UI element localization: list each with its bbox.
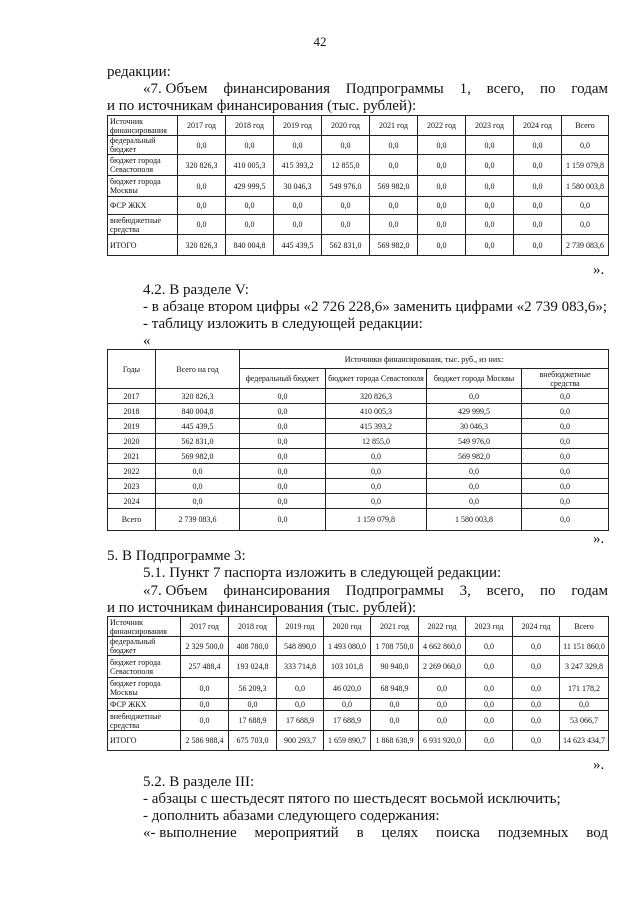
- table-cell: 1 659 890,7: [324, 731, 371, 751]
- table-cell: 0,0: [466, 155, 514, 176]
- table-cell: 0,0: [418, 176, 466, 197]
- section-4-2-bullet: - в абзаце втором цифры «2 726 228,6» заменить цифрами «2 739 083,6»;: [143, 299, 608, 315]
- table-cell: 0,0: [322, 136, 370, 155]
- section-4-2-bullet: - таблицу изложить в следующей редакции:: [143, 316, 423, 332]
- table-cell: 445 439,5: [274, 235, 322, 256]
- row-label: бюджет города Севастополя: [108, 155, 178, 176]
- table-row: [108, 449, 609, 464]
- row-year: 2024: [108, 494, 156, 509]
- table-cell: 0,0: [513, 731, 560, 751]
- table-cell: 0,0: [562, 197, 609, 215]
- row-label: бюджет города Севастополя: [108, 656, 181, 678]
- table-cell: 0,0: [419, 711, 466, 731]
- table-cell: 0,0: [156, 494, 240, 509]
- table-cell: 0,0: [513, 637, 560, 656]
- subprogram3-heading-line2: и по источникам финансирования (тыс. рублей):: [107, 600, 417, 616]
- quote-close: ».: [593, 531, 605, 547]
- col-header: 2017 год: [178, 116, 226, 136]
- table-cell: 0,0: [274, 215, 322, 235]
- table-cell: 408 780,0: [229, 637, 277, 656]
- col-header: 2023 год: [466, 116, 514, 136]
- table-cell: 0,0: [181, 699, 229, 711]
- heading-word: финансирования: [223, 81, 330, 97]
- col-header: 2020 год: [324, 617, 371, 637]
- table-cell: 0,0: [427, 494, 522, 509]
- col-header: Всего: [562, 116, 609, 136]
- table-cell: 1 580 003,8: [427, 509, 522, 531]
- table-row: [108, 637, 609, 656]
- table-cell: 0,0: [418, 197, 466, 215]
- table-row: [108, 419, 609, 434]
- table-cell: 17 688,9: [277, 711, 324, 731]
- table-cell: 562 831,0: [156, 434, 240, 449]
- table-cell: 0,0: [274, 136, 322, 155]
- table-cell: 11 151 860,0: [560, 637, 609, 656]
- heading-word: Подпрограммы: [345, 583, 444, 599]
- table-cell: 0,0: [418, 136, 466, 155]
- table-row: [108, 136, 609, 155]
- table-cell: 569 982,0: [156, 449, 240, 464]
- table-cell: 0,0: [370, 136, 418, 155]
- col-header-total: Всего на год: [156, 350, 240, 389]
- table-cell: 6 931 920,0: [419, 731, 466, 751]
- table-cell: 0,0: [181, 678, 229, 699]
- col-header: 2017 год: [181, 617, 229, 637]
- table-cell: 569 982,0: [370, 235, 418, 256]
- col-header: 2019 год: [274, 116, 322, 136]
- row-label: ИТОГО: [108, 731, 181, 751]
- table-cell: 0,0: [226, 197, 274, 215]
- col-header: 2018 год: [229, 617, 277, 637]
- col-header: 2021 год: [371, 617, 419, 637]
- table-cell: 900 293,7: [277, 731, 324, 751]
- heading-word: всего,: [486, 81, 525, 97]
- table-cell: 0,0: [427, 464, 522, 479]
- table-cell: 0,0: [419, 678, 466, 699]
- table-cell: 0,0: [322, 215, 370, 235]
- heading-word: по: [540, 81, 556, 97]
- section-5-title: 5. В Подпрограмме 3:: [107, 548, 246, 564]
- table-row: [108, 434, 609, 449]
- table-cell: 0,0: [466, 656, 513, 678]
- table-cell: 0,0: [522, 494, 609, 509]
- table-cell: 0,0: [419, 699, 466, 711]
- text-word: целях: [381, 825, 419, 841]
- table-row: [108, 235, 609, 256]
- table-cell: 0,0: [427, 479, 522, 494]
- section-4-2-title: 4.2. В разделе V:: [143, 282, 249, 298]
- table-row: [108, 678, 609, 699]
- table-cell: 0,0: [240, 479, 326, 494]
- section-5-2-title: 5.2. В разделе III:: [143, 774, 255, 790]
- table-cell: 0,0: [156, 464, 240, 479]
- table-cell: 0,0: [226, 215, 274, 235]
- table-cell: 0,0: [522, 479, 609, 494]
- table-cell: 1 868 638,9: [371, 731, 419, 751]
- page-number: 42: [313, 34, 327, 49]
- table-cell: 0,0: [522, 419, 609, 434]
- table-row: [108, 509, 609, 531]
- table-row: [108, 731, 609, 751]
- table-cell: 562 831,0: [322, 235, 370, 256]
- heading-word: Подпрограммы: [345, 81, 444, 97]
- heading-word: «7. Объем: [143, 583, 208, 599]
- table-cell: 0,0: [240, 434, 326, 449]
- row-year: 2020: [108, 434, 156, 449]
- table-cell: 0,0: [326, 464, 427, 479]
- table-cell: 0,0: [522, 434, 609, 449]
- table-cell: 0,0: [514, 155, 562, 176]
- table-cell: 333 714,8: [277, 656, 324, 678]
- table-cell: 0,0: [466, 176, 514, 197]
- quote-close: ».: [593, 262, 605, 278]
- table-cell: 12 855,0: [322, 155, 370, 176]
- table-cell: 549 976,0: [322, 176, 370, 197]
- table-cell: 17 688,9: [324, 711, 371, 731]
- table-row: [108, 197, 609, 215]
- table-cell: 0,0: [240, 464, 326, 479]
- table-cell: 1 159 079,8: [562, 155, 609, 176]
- table-cell: 0,0: [522, 404, 609, 419]
- col-header: 2021 год: [370, 116, 418, 136]
- col-header: 2022 год: [419, 617, 466, 637]
- table-cell: 0,0: [226, 136, 274, 155]
- table-cell: 0,0: [514, 176, 562, 197]
- table-cell: 2 269 060,0: [419, 656, 466, 678]
- table-cell: 0,0: [514, 197, 562, 215]
- table-cell: 0,0: [522, 389, 609, 404]
- table-cell: 320 826,3: [156, 389, 240, 404]
- col-header-years: Годы: [108, 350, 156, 389]
- subprogram1-heading: [143, 81, 608, 98]
- table-cell: 0,0: [514, 235, 562, 256]
- heading-word: годам: [571, 81, 608, 97]
- table-cell: 17 688,9: [229, 711, 277, 731]
- table-cell: 0,0: [240, 509, 326, 531]
- table-cell: 410 005,3: [226, 155, 274, 176]
- table-cell: 0,0: [513, 678, 560, 699]
- quote-open: «: [143, 333, 151, 349]
- table-cell: 2 739 083,6: [562, 235, 609, 256]
- table-cell: 2 329 500,0: [181, 637, 229, 656]
- text-word: в: [356, 825, 364, 841]
- col-header-sources: Источники финансирования, тыс. руб., из них:: [240, 350, 609, 369]
- col-header: 2022 год: [418, 116, 466, 136]
- table-cell: 0,0: [371, 711, 419, 731]
- table-cell: 0,0: [466, 235, 514, 256]
- table-cell: 0,0: [240, 404, 326, 419]
- table-cell: 0,0: [418, 155, 466, 176]
- table-cell: 410 005,3: [326, 404, 427, 419]
- section-5-2-bullet: - абзацы с шестьдесят пятого по шестьдесят восьмой исключить;: [143, 791, 561, 807]
- table-cell: 0,0: [370, 215, 418, 235]
- table-cell: 0,0: [326, 494, 427, 509]
- table-cell: 30 046,3: [427, 419, 522, 434]
- table-cell: 0,0: [514, 215, 562, 235]
- text-word: мероприятий: [254, 825, 339, 841]
- table-cell: 0,0: [178, 215, 226, 235]
- table-cell: 193 024,8: [229, 656, 277, 678]
- table-cell: 0,0: [466, 711, 513, 731]
- table-cell: 0,0: [418, 235, 466, 256]
- row-year: 2022: [108, 464, 156, 479]
- table-cell: 0,0: [277, 678, 324, 699]
- table-cell: 840 004,8: [156, 404, 240, 419]
- table-row: [108, 155, 609, 176]
- table-cell: 0,0: [513, 656, 560, 678]
- heading-word: «7. Объем: [143, 81, 208, 97]
- table-cell: 0,0: [370, 155, 418, 176]
- heading-word: финансирования: [223, 583, 330, 599]
- table-cell: 0,0: [240, 494, 326, 509]
- table-cell: 0,0: [240, 449, 326, 464]
- table-cell: 2 739 083,6: [156, 509, 240, 531]
- table-cell: 0,0: [178, 136, 226, 155]
- col-header: Источник финансирования: [108, 116, 178, 136]
- table-cell: 0,0: [274, 197, 322, 215]
- row-label: бюджет города Москвы: [108, 678, 181, 699]
- table-cell: 569 982,0: [427, 449, 522, 464]
- table-row: [108, 699, 609, 711]
- table-cell: 320 826,3: [178, 155, 226, 176]
- heading-word: по: [540, 583, 556, 599]
- table-cell: 0,0: [322, 197, 370, 215]
- table-cell: 0,0: [156, 479, 240, 494]
- table-row: [108, 479, 609, 494]
- col-header: 2024 год: [514, 116, 562, 136]
- text-word: поиска: [436, 825, 480, 841]
- table-cell: 0,0: [466, 678, 513, 699]
- quote-close: ».: [593, 757, 605, 773]
- table-cell: 0,0: [240, 389, 326, 404]
- heading-word: 3,: [459, 583, 471, 599]
- intro-text: редакции:: [107, 64, 171, 80]
- table-cell: 0,0: [178, 176, 226, 197]
- table-cell: 0,0: [466, 136, 514, 155]
- table-cell: 675 703,0: [229, 731, 277, 751]
- table-cell: 0,0: [513, 699, 560, 711]
- section-5-1-title: 5.1. Пункт 7 паспорта изложить в следующей редакции:: [143, 565, 502, 581]
- table-cell: 46 020,0: [324, 678, 371, 699]
- row-year: 2019: [108, 419, 156, 434]
- table-cell: 0,0: [370, 197, 418, 215]
- financing-by-year-table: [107, 349, 609, 531]
- table-row: [108, 389, 609, 404]
- table-cell: 0,0: [522, 449, 609, 464]
- subprogram3-financing-table: [107, 616, 609, 751]
- heading-word: годам: [571, 583, 608, 599]
- table-cell: 171 178,2: [560, 678, 609, 699]
- row-label: внебюджетные средства: [108, 215, 178, 235]
- table-cell: 0,0: [514, 136, 562, 155]
- text-word: подземных: [497, 825, 569, 841]
- table-row: [108, 176, 609, 197]
- row-label: федеральный бюджет: [108, 136, 178, 155]
- subprogram3-heading: [143, 583, 608, 600]
- table-cell: 415 393,2: [274, 155, 322, 176]
- table-cell: 0,0: [466, 637, 513, 656]
- table-cell: 4 662 860,0: [419, 637, 466, 656]
- table-cell: 429 999,5: [226, 176, 274, 197]
- text-word: «- выполнение: [143, 825, 237, 841]
- table-cell: 0,0: [326, 449, 427, 464]
- table-row: [108, 215, 609, 235]
- row-label: ФСР ЖКХ: [108, 699, 181, 711]
- table-cell: 1 580 003,8: [562, 176, 609, 197]
- row-year: 2021: [108, 449, 156, 464]
- col-header: 2023 год: [466, 617, 513, 637]
- table-cell: 1 493 080,0: [324, 637, 371, 656]
- row-label: внебюджетные средства: [108, 711, 181, 731]
- table-cell: 30 046,3: [274, 176, 322, 197]
- table-cell: 53 066,7: [560, 711, 609, 731]
- text-word: вод: [586, 825, 608, 841]
- row-year: 2018: [108, 404, 156, 419]
- row-label: бюджет города Москвы: [108, 176, 178, 197]
- table-cell: 2 586 988,4: [181, 731, 229, 751]
- table-cell: 0,0: [466, 731, 513, 751]
- table-cell: 1 159 079,8: [326, 509, 427, 531]
- table-cell: 569 982,0: [370, 176, 418, 197]
- table-cell: 68 948,9: [371, 678, 419, 699]
- table-cell: 840 004,8: [226, 235, 274, 256]
- table-cell: 0,0: [466, 197, 514, 215]
- table-cell: 0,0: [466, 699, 513, 711]
- table-row: [108, 656, 609, 678]
- row-label: ФСР ЖКХ: [108, 197, 178, 215]
- table-cell: 0,0: [513, 711, 560, 731]
- col-subheader: бюджет города Севастополя: [326, 369, 427, 389]
- col-subheader: внебюджетные средства: [522, 369, 609, 389]
- table-cell: 0,0: [178, 197, 226, 215]
- table-row: [108, 494, 609, 509]
- col-header: Всего: [560, 617, 609, 637]
- table-cell: 0,0: [418, 215, 466, 235]
- row-label: федеральный бюджет: [108, 637, 181, 656]
- table-cell: 549 976,0: [427, 434, 522, 449]
- table-cell: 0,0: [326, 479, 427, 494]
- table-row: [108, 464, 609, 479]
- table-cell: 257 488,4: [181, 656, 229, 678]
- table-cell: 320 826,3: [178, 235, 226, 256]
- col-subheader: федеральный бюджет: [240, 369, 326, 389]
- subprogram1-heading-line2: и по источникам финансирования (тыс. рублей):: [107, 98, 417, 114]
- table-cell: 3 247 329,8: [560, 656, 609, 678]
- row-year: 2017: [108, 389, 156, 404]
- table-cell: 320 826,3: [326, 389, 427, 404]
- table-cell: 0,0: [427, 389, 522, 404]
- subprogram1-financing-table: [107, 115, 609, 256]
- table-cell: 0,0: [522, 464, 609, 479]
- heading-word: 1,: [459, 81, 471, 97]
- table-cell: 0,0: [562, 215, 609, 235]
- table-cell: 12 855,0: [326, 434, 427, 449]
- table-cell: 415 393,2: [326, 419, 427, 434]
- col-subheader: бюджет города Москвы: [427, 369, 522, 389]
- col-header: 2019 год: [277, 617, 324, 637]
- section-5-2-bullet: - дополнить абазами следующего содержания:: [143, 808, 440, 824]
- table-row: [108, 711, 609, 731]
- table-cell: 90 940,0: [371, 656, 419, 678]
- row-label: ИТОГО: [108, 235, 178, 256]
- table-cell: 1 708 750,0: [371, 637, 419, 656]
- table-cell: 0,0: [466, 215, 514, 235]
- table-cell: 0,0: [371, 699, 419, 711]
- col-header: 2020 год: [322, 116, 370, 136]
- table-cell: 0,0: [522, 509, 609, 531]
- table-cell: 548 890,0: [277, 637, 324, 656]
- table-cell: 0,0: [229, 699, 277, 711]
- table-cell: 103 101,8: [324, 656, 371, 678]
- table-cell: 0,0: [240, 419, 326, 434]
- row-year: 2023: [108, 479, 156, 494]
- table-cell: 14 623 434,7: [560, 731, 609, 751]
- col-header: 2018 год: [226, 116, 274, 136]
- table-cell: 0,0: [277, 699, 324, 711]
- col-header: Источник финансирования: [108, 617, 181, 637]
- col-header: 2024 год: [513, 617, 560, 637]
- section-5-2-text: [143, 825, 608, 842]
- row-year: Всего: [108, 509, 156, 531]
- table-cell: 445 439,5: [156, 419, 240, 434]
- table-cell: 0,0: [560, 699, 609, 711]
- table-cell: 0,0: [181, 711, 229, 731]
- table-cell: 429 999,5: [427, 404, 522, 419]
- heading-word: всего,: [486, 583, 525, 599]
- table-cell: 56 209,3: [229, 678, 277, 699]
- table-row: [108, 404, 609, 419]
- table-cell: 0,0: [324, 699, 371, 711]
- table-cell: 0,0: [562, 136, 609, 155]
